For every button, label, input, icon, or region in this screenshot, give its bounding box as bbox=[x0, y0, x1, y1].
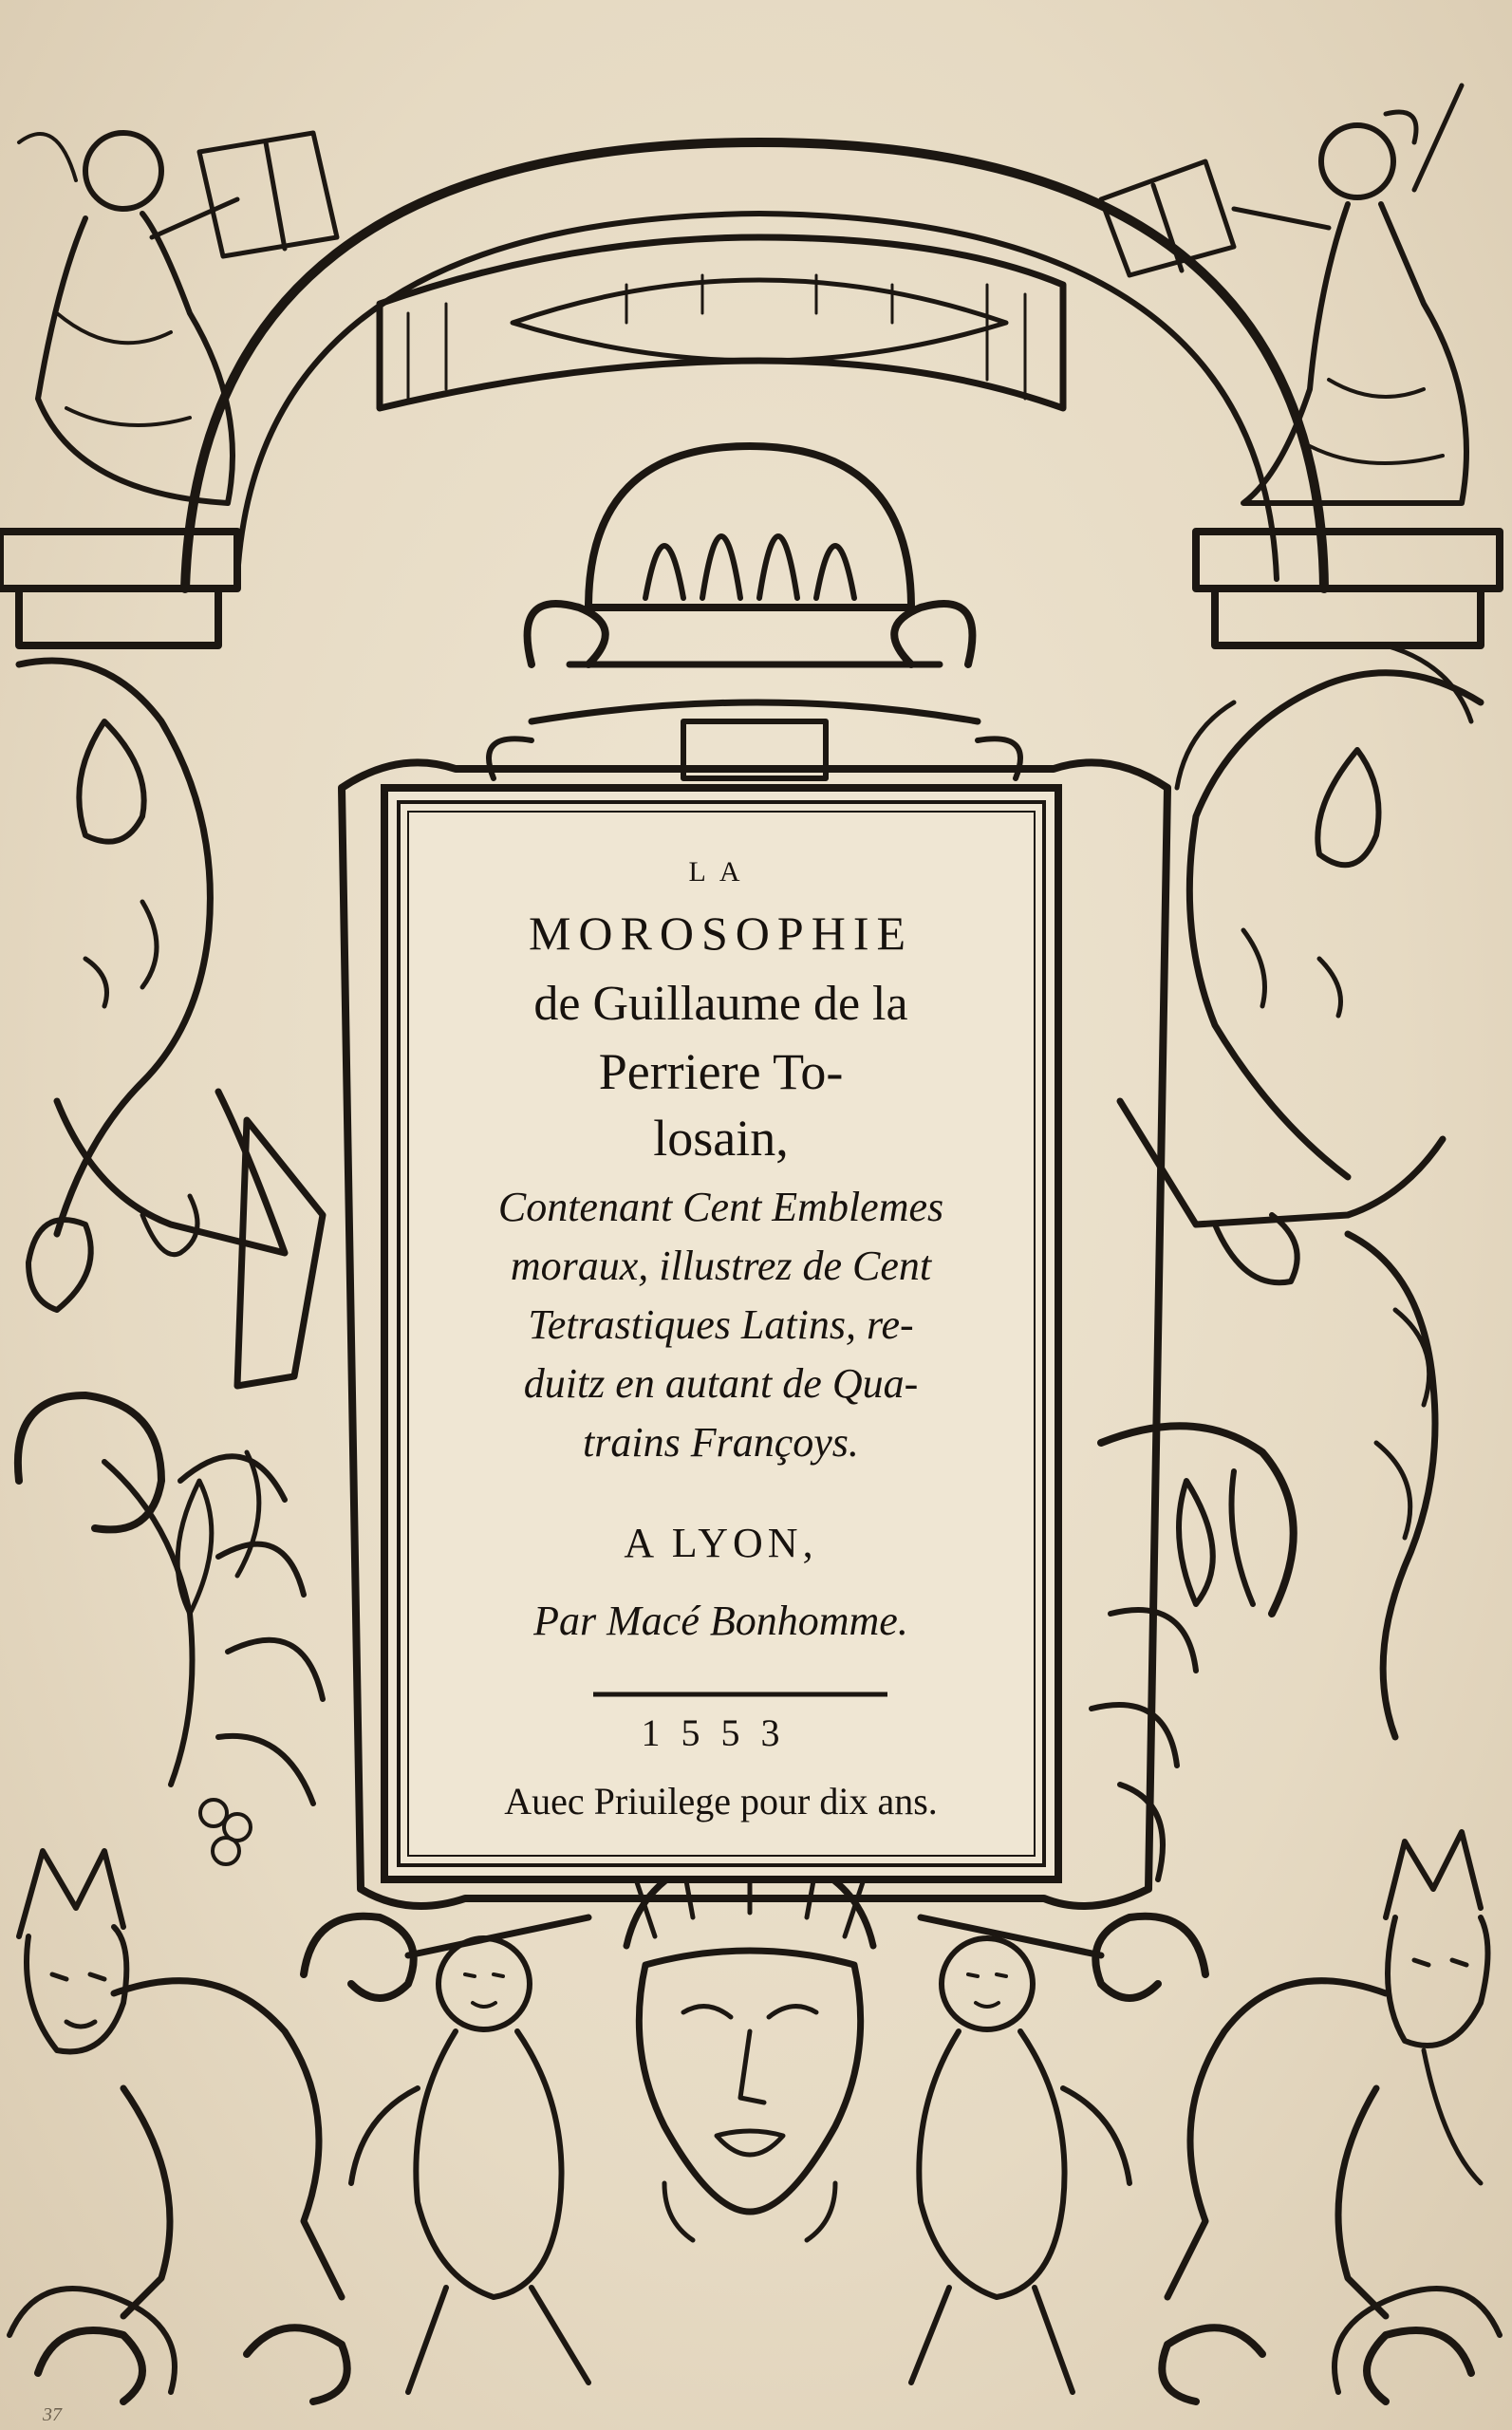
title-main: MOROSOPHIE bbox=[528, 907, 914, 960]
palmette-icon bbox=[489, 446, 1020, 778]
page-mark: 37 bbox=[43, 2404, 62, 2425]
subtitle-line: duitz en autant de Qua- bbox=[523, 1360, 919, 1407]
title-author-line-3: losain, bbox=[653, 1110, 789, 1167]
title-article: LA bbox=[688, 856, 754, 888]
imprint-printer: Par Macé Bonhomme. bbox=[533, 1598, 908, 1644]
seated-figure-with-book-icon bbox=[19, 133, 337, 503]
caryatid-figure-icon bbox=[19, 661, 323, 1386]
title-author-line: de Guillaume de la bbox=[533, 977, 908, 1031]
putto-icon bbox=[911, 1938, 1129, 2392]
privilege-line: Auec Priuilege pour dix ans. bbox=[504, 1780, 938, 1822]
title-author-line-2: Perriere To- bbox=[598, 1043, 844, 1100]
bottom-scroll-band bbox=[38, 1916, 1471, 2402]
acanthus-scroll-icon bbox=[18, 1395, 323, 1864]
satyr-icon bbox=[1167, 1832, 1500, 2392]
satyr-icon bbox=[9, 1851, 342, 2392]
subtitle-line: moraux, illustrez de Cent bbox=[510, 1243, 932, 1289]
title-text-panel bbox=[410, 813, 1032, 1865]
subtitle-line: trains Françoys. bbox=[583, 1419, 859, 1466]
seated-figure-with-book-icon bbox=[1101, 85, 1466, 503]
acanthus-scroll-icon bbox=[1092, 1234, 1435, 1879]
imprint-place: A LYON, bbox=[624, 1520, 818, 1566]
grotesque-mask-icon bbox=[626, 1851, 873, 2240]
caryatid-figure-icon bbox=[1120, 645, 1481, 1282]
arch-icon bbox=[185, 142, 1324, 589]
putto-icon bbox=[351, 1938, 588, 2392]
imprint-year: 1553 bbox=[641, 1711, 801, 1754]
subtitle-line: Tetrastiques Latins, re- bbox=[528, 1301, 914, 1348]
subtitle-line: Contenant Cent Emblemes bbox=[497, 1184, 944, 1230]
